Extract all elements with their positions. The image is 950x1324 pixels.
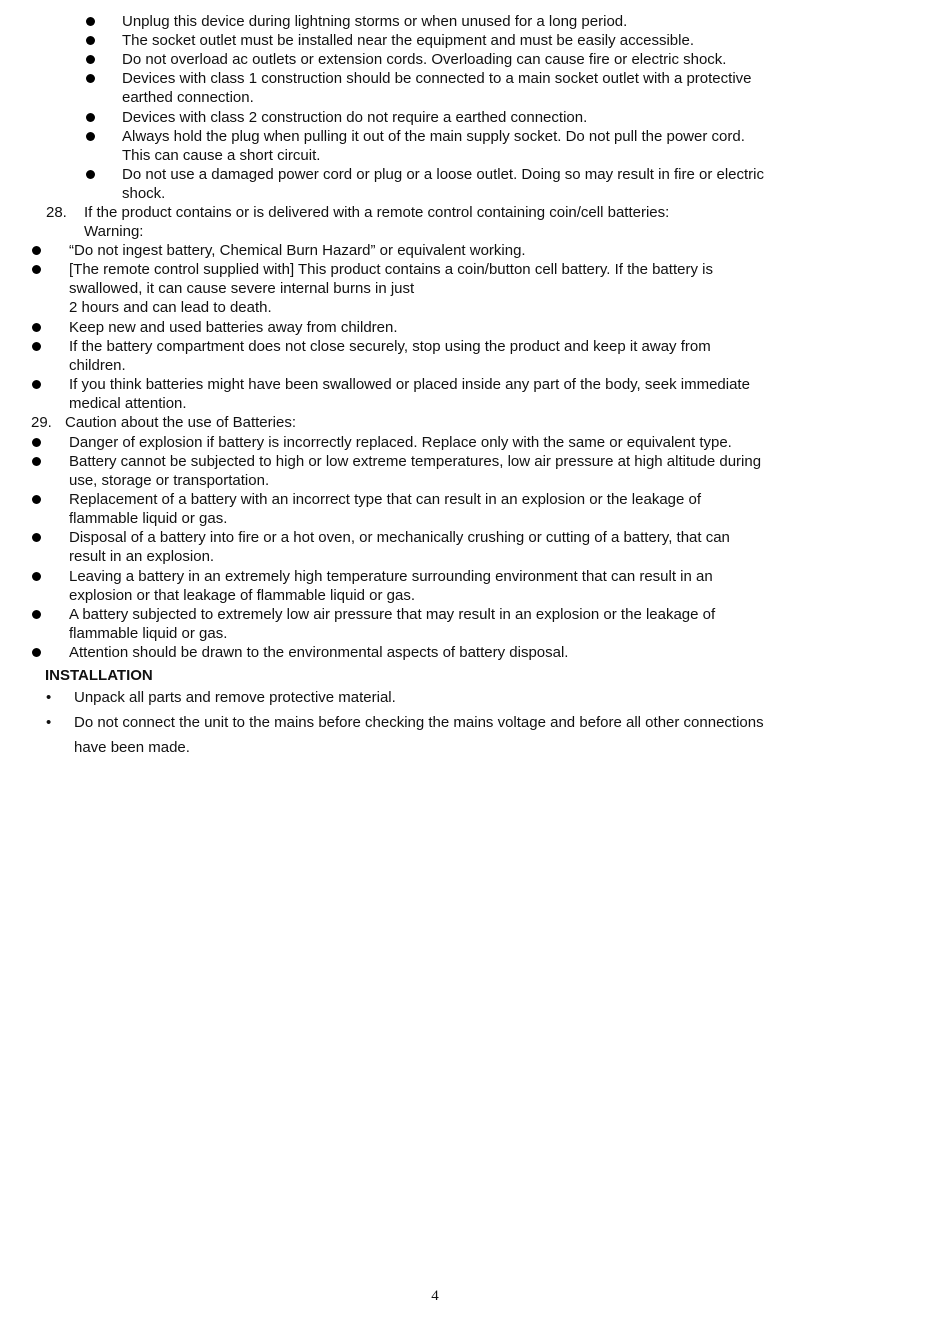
installation-item-text: Unpack all parts and remove protective material. bbox=[74, 689, 396, 706]
bullet-dot-icon bbox=[32, 648, 41, 657]
bullet-dot-icon bbox=[86, 17, 95, 26]
item-text: Caution about the use of Batteries: bbox=[65, 414, 296, 431]
bullet-dot-icon bbox=[32, 265, 41, 274]
caution-item-text: explosion or that leakage of flammable liquid or gas. bbox=[69, 587, 416, 604]
bullet-dot-icon bbox=[32, 572, 41, 581]
bullet-dot-icon bbox=[32, 495, 41, 504]
bullet-dot-icon bbox=[32, 438, 41, 447]
safety-item-text: Always hold the plug when pulling it out of the main supply socket. Do not pull the power cord. bbox=[122, 128, 745, 145]
safety-item-text: shock. bbox=[122, 185, 166, 202]
caution-item-text: Attention should be drawn to the environmental aspects of battery disposal. bbox=[69, 644, 569, 661]
caution-item-text: flammable liquid or gas. bbox=[69, 625, 228, 642]
warning-item-text: [The remote control supplied with] This product contains a coin/button cell battery. If the battery is bbox=[69, 261, 713, 278]
safety-item-text: The socket outlet must be installed near the equipment and must be easily accessible. bbox=[122, 32, 694, 49]
warning-item-text: 2 hours and can lead to death. bbox=[69, 299, 272, 316]
warning-label: Warning: bbox=[84, 223, 144, 240]
safety-item-text: Unplug this device during lightning storms or when unused for a long period. bbox=[122, 13, 628, 30]
safety-item-text: earthed connection. bbox=[122, 89, 254, 106]
bullet-dot-icon bbox=[32, 246, 41, 255]
section-heading: INSTALLATION bbox=[45, 667, 153, 684]
warning-item-text: Keep new and used batteries away from children. bbox=[69, 319, 398, 336]
bullet-dot-icon bbox=[32, 323, 41, 332]
bullet-dot-icon bbox=[86, 113, 95, 122]
bullet-dot-icon bbox=[86, 36, 95, 45]
bullet-dot-icon bbox=[32, 457, 41, 466]
caution-item-text: flammable liquid or gas. bbox=[69, 510, 228, 527]
bullet-dot-icon bbox=[86, 55, 95, 64]
bullet-small-icon: • bbox=[46, 689, 52, 706]
bullet-small-icon: • bbox=[46, 714, 52, 731]
bullet-dot-icon bbox=[86, 74, 95, 83]
caution-item-text: result in an explosion. bbox=[69, 548, 215, 565]
bullet-dot-icon bbox=[32, 380, 41, 389]
item-number: 28. bbox=[46, 204, 67, 221]
warning-item-text: children. bbox=[69, 357, 126, 374]
installation-item-text: Do not connect the unit to the mains before checking the mains voltage and before all other connections bbox=[74, 714, 764, 731]
installation-item-text: have been made. bbox=[74, 739, 190, 756]
warning-item-text: If you think batteries might have been swallowed or placed inside any part of the body, seek immediate bbox=[69, 376, 750, 393]
bullet-dot-icon bbox=[32, 610, 41, 619]
item-number: 29. bbox=[31, 414, 52, 431]
warning-item-text: “Do not ingest battery, Chemical Burn Hazard” or equivalent working. bbox=[69, 242, 526, 259]
caution-item-text: Leaving a battery in an extremely high temperature surrounding environment that can result in an bbox=[69, 568, 713, 585]
bullet-dot-icon bbox=[86, 170, 95, 179]
safety-item-text: Devices with class 1 construction should be connected to a main socket outlet with a protective bbox=[122, 70, 752, 87]
caution-item-text: Disposal of a battery into fire or a hot oven, or mechanically crushing or cutting of a battery, that can bbox=[69, 529, 730, 546]
item-text: If the product contains or is delivered with a remote control containing coin/cell batteries: bbox=[84, 204, 670, 221]
safety-item-text: This can cause a short circuit. bbox=[122, 147, 321, 164]
page-number: 4 bbox=[431, 1288, 439, 1304]
bullet-dot-icon bbox=[86, 132, 95, 141]
bullet-dot-icon bbox=[32, 533, 41, 542]
warning-item-text: If the battery compartment does not close securely, stop using the product and keep it away from bbox=[69, 338, 711, 355]
safety-item-text: Devices with class 2 construction do not require a earthed connection. bbox=[122, 109, 588, 126]
warning-item-text: medical attention. bbox=[69, 395, 187, 412]
safety-item-text: Do not overload ac outlets or extension cords. Overloading can cause fire or electric shock. bbox=[122, 51, 727, 68]
caution-item-text: A battery subjected to extremely low air pressure that may result in an explosion or the leakage of bbox=[69, 606, 716, 623]
caution-item-text: Battery cannot be subjected to high or low extreme temperatures, low air pressure at high altitude during bbox=[69, 453, 762, 470]
caution-item-text: use, storage or transportation. bbox=[69, 472, 270, 489]
bullet-dot-icon bbox=[32, 342, 41, 351]
warning-item-text: swallowed, it can cause severe internal burns in just bbox=[69, 280, 415, 297]
safety-item-text: Do not use a damaged power cord or plug or a loose outlet. Doing so may result in fire or electric bbox=[122, 166, 764, 183]
caution-item-text: Replacement of a battery with an incorrect type that can result in an explosion or the leakage of bbox=[69, 491, 702, 508]
caution-item-text: Danger of explosion if battery is incorrectly replaced. Replace only with the same or equivalent type. bbox=[69, 434, 732, 451]
